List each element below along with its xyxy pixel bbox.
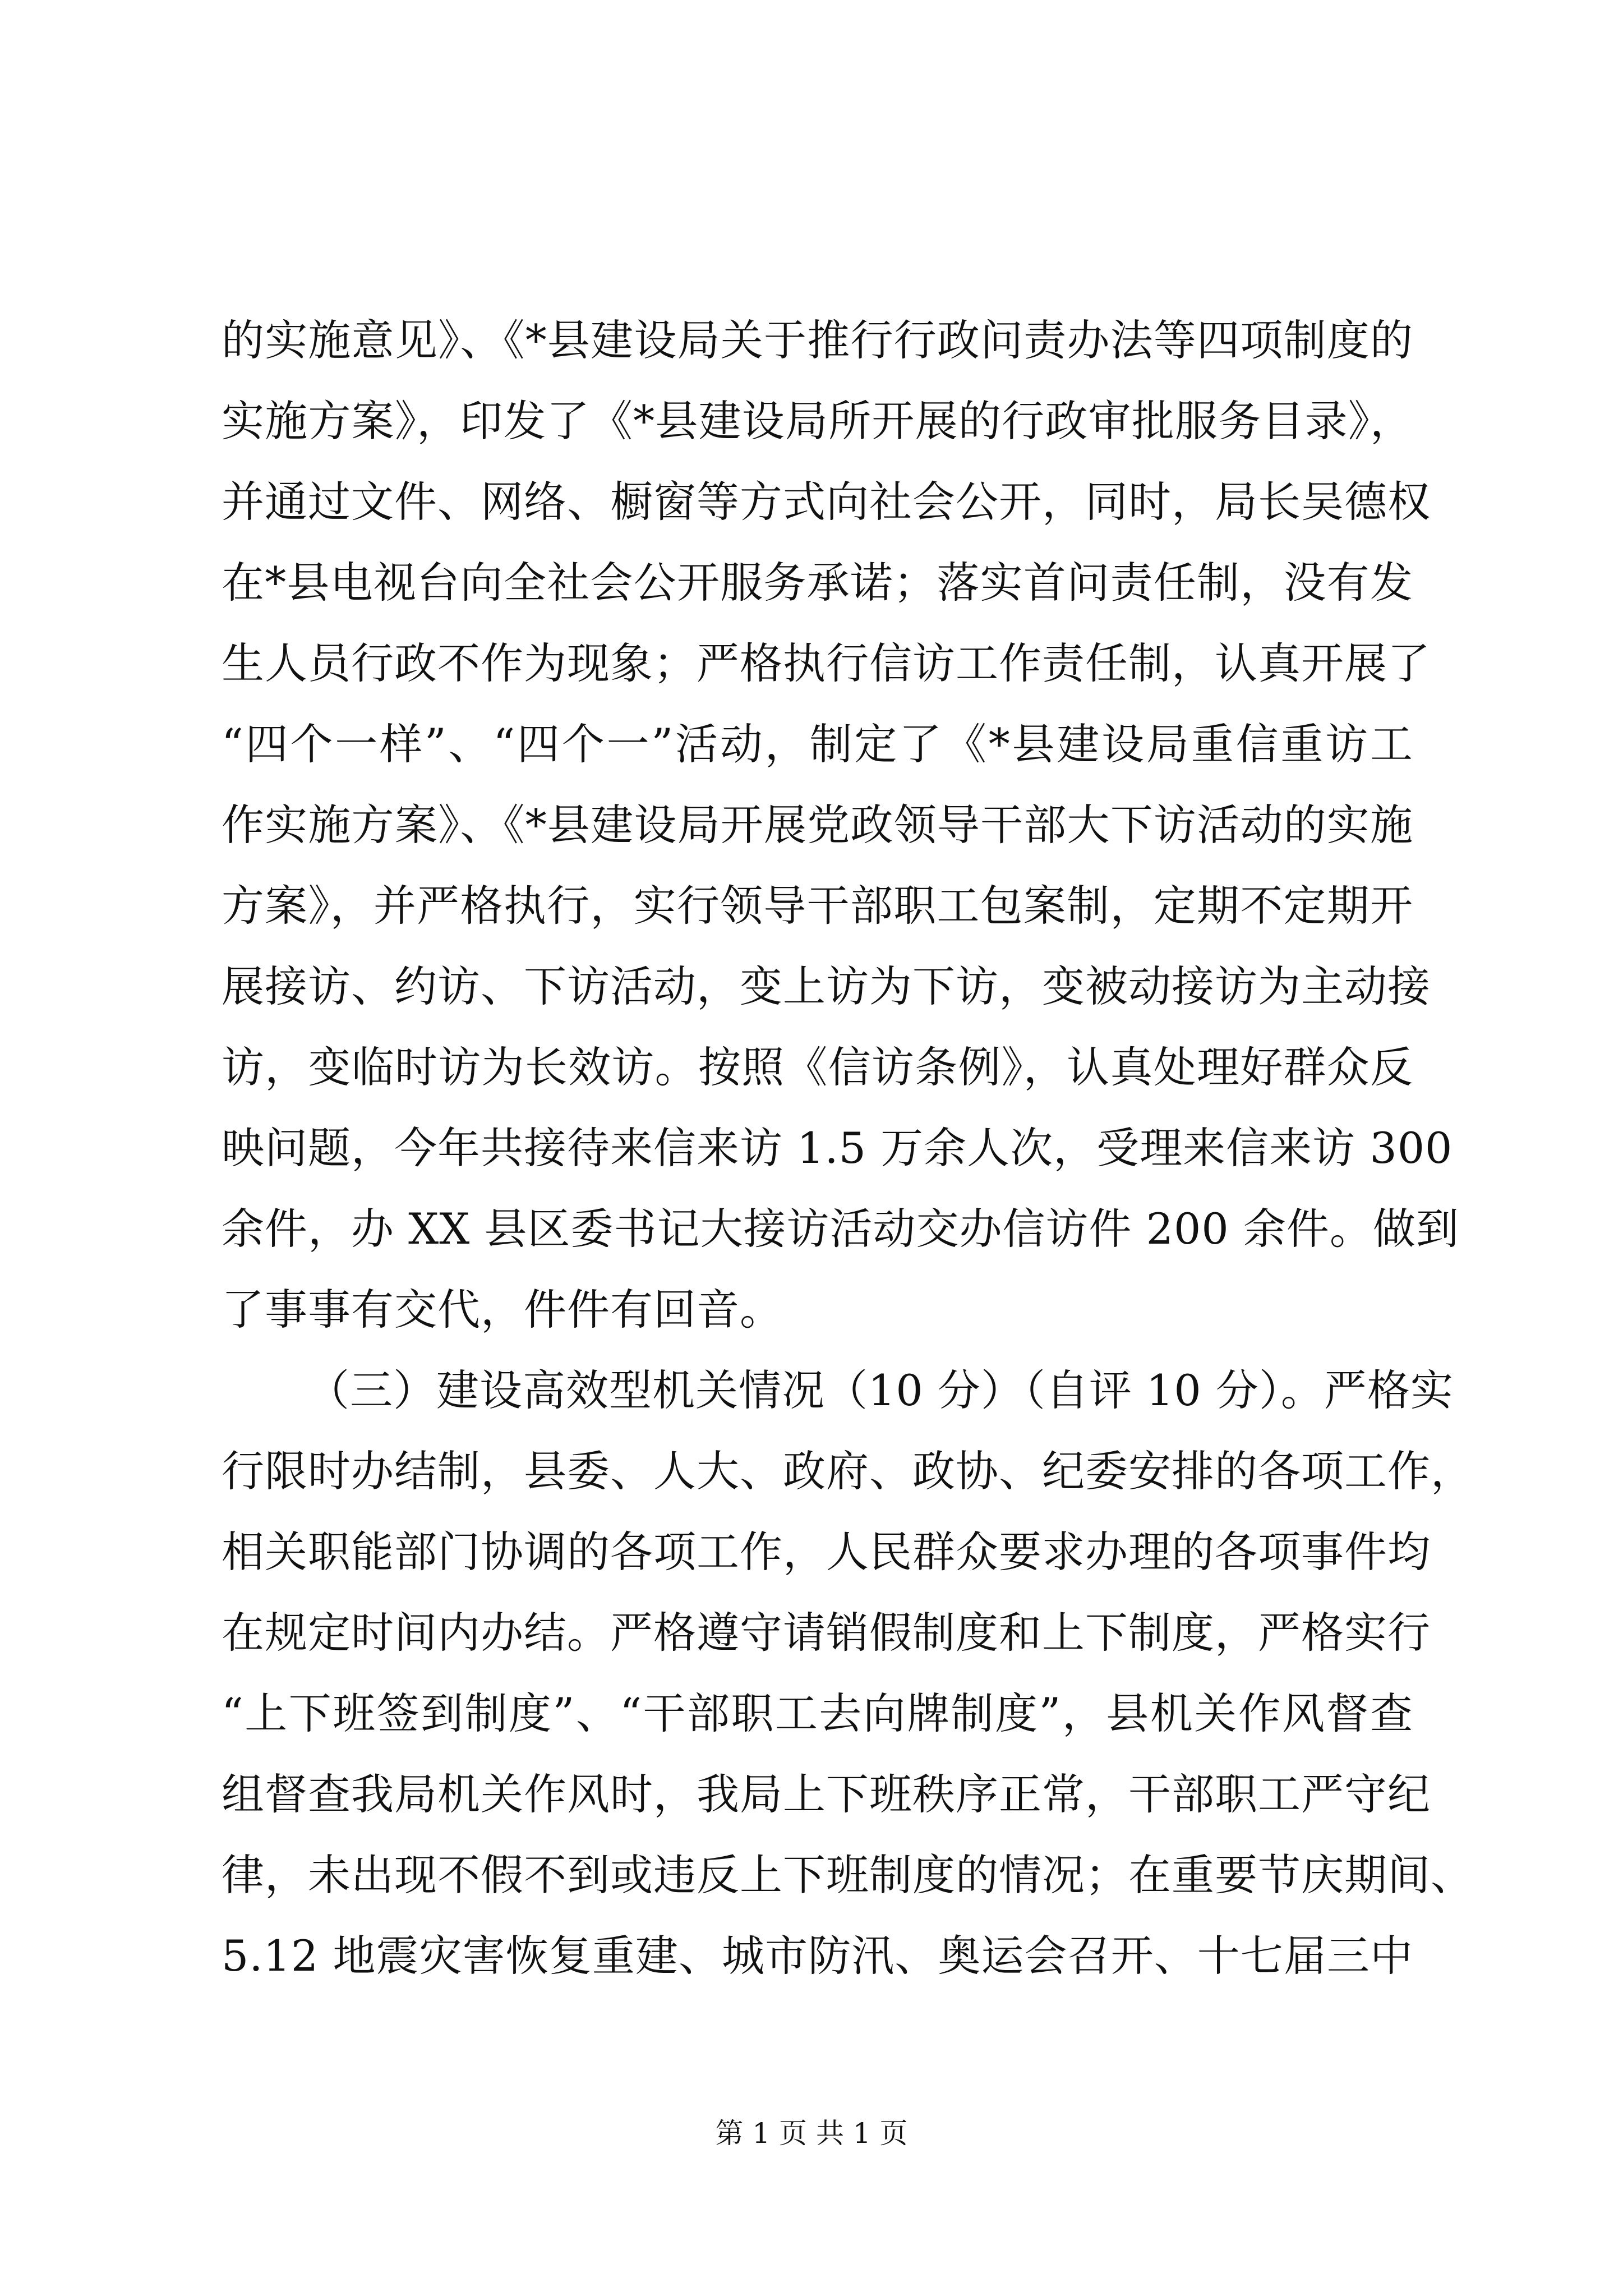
text-line: 映问题，今年共接待来信来访 1.5 万余人次，受理来信来访 300 <box>222 1123 1453 1173</box>
text-line: 展接访、约访、下访活动，变上访为下访，变被动接访为主动接 <box>222 961 1431 1011</box>
text-line: 组督查我局机关作风时，我局上下班秩序正常，干部职工严守纪 <box>222 1769 1431 1819</box>
text-line: 方案》，并严格执行，实行领导干部职工包案制，定期不定期开 <box>222 881 1413 931</box>
text-line: 实施方案》，印发了《*县建设局所开展的行政审批服务目录》， <box>222 396 1413 446</box>
text-line: 在*县电视台向全社会公开服务承诺；落实首问责任制，没有发 <box>222 558 1413 608</box>
text-line: “四个一样”、“四个一”活动，制定了《*县建设局重信重访工 <box>222 719 1413 769</box>
text-line: 作实施方案》、《*县建设局开展党政领导干部大下访活动的实施 <box>222 800 1413 850</box>
text-line: 行限时办结制，县委、人大、政府、政协、纪委安排的各项工作， <box>222 1446 1474 1496</box>
text-line: “上下班签到制度”、“干部职工去向牌制度”，县机关作风督查 <box>222 1688 1413 1738</box>
text-line: 相关职能部门协调的各项工作，人民群众要求办理的各项事件均 <box>222 1527 1431 1577</box>
text-line: 余件，办 XX 县区委书记大接访活动交办信访件 200 余件。做到 <box>222 1204 1459 1254</box>
text-line: 生人员行政不作为现象；严格执行信访工作责任制，认真开展了 <box>222 638 1431 688</box>
text-line: 在规定时间内办结。严格遵守请销假制度和上下制度，严格实行 <box>222 1608 1431 1658</box>
text-line: 律，未出现不假不到或违反上下班制度的情况；在重要节庆期间、 <box>222 1850 1474 1900</box>
section-heading-line: （三）建设高效型机关情况（10 分）（自评 10 分）。严格实 <box>307 1365 1454 1415</box>
page-footer: 第 1 页 共 1 页 <box>715 2117 908 2150</box>
document-body <box>222 300 1474 1996</box>
paragraph-end-line: 了事事有交代，件件有回音。 <box>222 1285 783 1335</box>
text-line: 并通过文件、网络、橱窗等方式向社会公开，同时，局长吴德权 <box>222 477 1431 527</box>
text-line: 访，变临时访为长效访。按照《信访条例》，认真处理好群众反 <box>222 1042 1413 1092</box>
text-line: 的实施意见》、《*县建设局关于推行行政问责办法等四项制度的 <box>222 315 1413 365</box>
text-line: 5.12 地震灾害恢复重建、城市防汛、奥运会召开、十七届三中 <box>222 1931 1413 1981</box>
